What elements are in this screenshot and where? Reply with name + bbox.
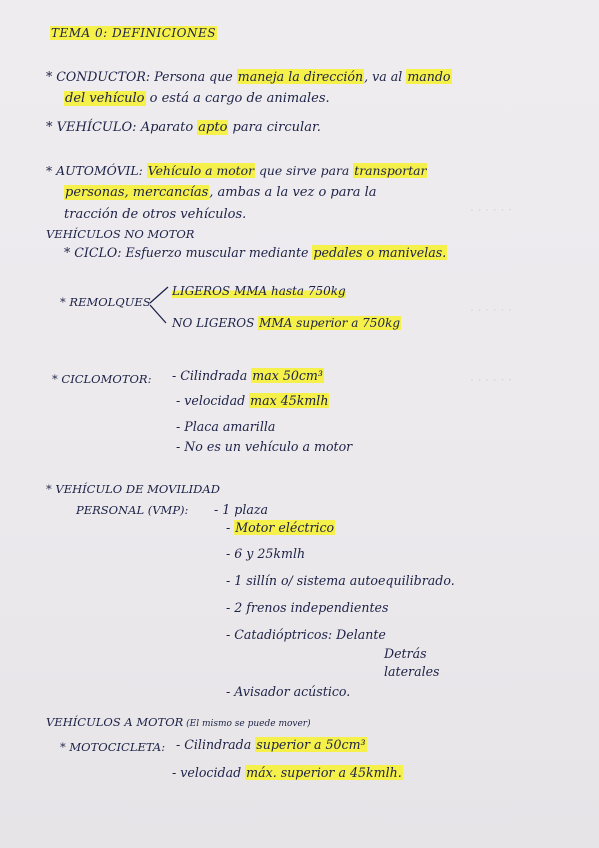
section-heading-motor: VEHÍCULOS A MOTOR (El mismo se puede mover) bbox=[46, 715, 311, 729]
definition-vehiculo: * VEHÍCULO: Aparato apto para circular. bbox=[46, 120, 321, 135]
definition-ciclo: * CICLO: Esfuerzo muscular mediante pedales o manivelas. bbox=[64, 245, 447, 260]
definition-automovil-line-3: tracción de otros vehículos. bbox=[64, 207, 247, 222]
vmp-item: - 6 y 25kmlh bbox=[226, 546, 306, 561]
definition-automovil-line-2: personas, mercancías, ambas a la vez o para la bbox=[65, 185, 377, 200]
bleed-through-text: · · · · · · bbox=[469, 372, 513, 388]
bleed-through-text: · · · · · · bbox=[469, 202, 513, 218]
remolques-no-ligeros: NO LIGEROS MMA superior a 750kg bbox=[172, 316, 401, 330]
definition-automovil-line-1: * AUTOMÓVIL: Vehículo a motor que sirve para transportar bbox=[46, 163, 427, 178]
remolques-ligeros: LIGEROS MMA hasta 750kg bbox=[172, 284, 346, 298]
ciclomotor-item: - velocidad max 45kmlh bbox=[176, 393, 329, 408]
vmp-label-line-1: * VEHÍCULO DE MOVILIDAD bbox=[46, 482, 220, 496]
section-heading-no-motor: VEHÍCULOS NO MOTOR bbox=[46, 227, 195, 241]
page-title: TEMA 0: DEFINICIONES bbox=[51, 26, 216, 40]
vmp-item: - 2 frenos independientes bbox=[226, 600, 389, 615]
motocicleta-item: - velocidad máx. superior a 45kmlh. bbox=[172, 765, 402, 780]
vmp-label-line-2: PERSONAL (VMP): bbox=[76, 503, 189, 517]
ciclomotor-label: * CICLOMOTOR: bbox=[52, 372, 152, 386]
definition-conductor-line-2: del vehículo o está a cargo de animales. bbox=[65, 91, 330, 106]
remolques-label: * REMOLQUES bbox=[60, 295, 151, 309]
ciclomotor-item: - Cilindrada max 50cm³ bbox=[172, 368, 323, 383]
vmp-item: - Motor eléctrico bbox=[226, 520, 335, 535]
vmp-item: - 1 plaza bbox=[214, 502, 269, 517]
vmp-item: - 1 sillín o/ sistema autoequilibrado. bbox=[226, 573, 455, 588]
motocicleta-item: - Cilindrada superior a 50cm³ bbox=[176, 737, 366, 752]
vmp-item: - Catadióptricos: Delante bbox=[226, 627, 386, 642]
vmp-catadioptricos-extra: Detrás bbox=[384, 646, 427, 661]
ciclomotor-item: - No es un vehículo a motor bbox=[176, 439, 353, 454]
motocicleta-label: * MOTOCICLETA: bbox=[60, 740, 166, 754]
definition-conductor-line-1: * CONDUCTOR: Persona que maneja la dirección, va al mando bbox=[46, 69, 451, 84]
vmp-catadioptricos-extra: laterales bbox=[384, 664, 440, 679]
vmp-item: - Avisador acústico. bbox=[226, 684, 351, 699]
bleed-through-text: · · · · · · bbox=[469, 302, 513, 318]
ciclomotor-item: - Placa amarilla bbox=[176, 419, 276, 434]
